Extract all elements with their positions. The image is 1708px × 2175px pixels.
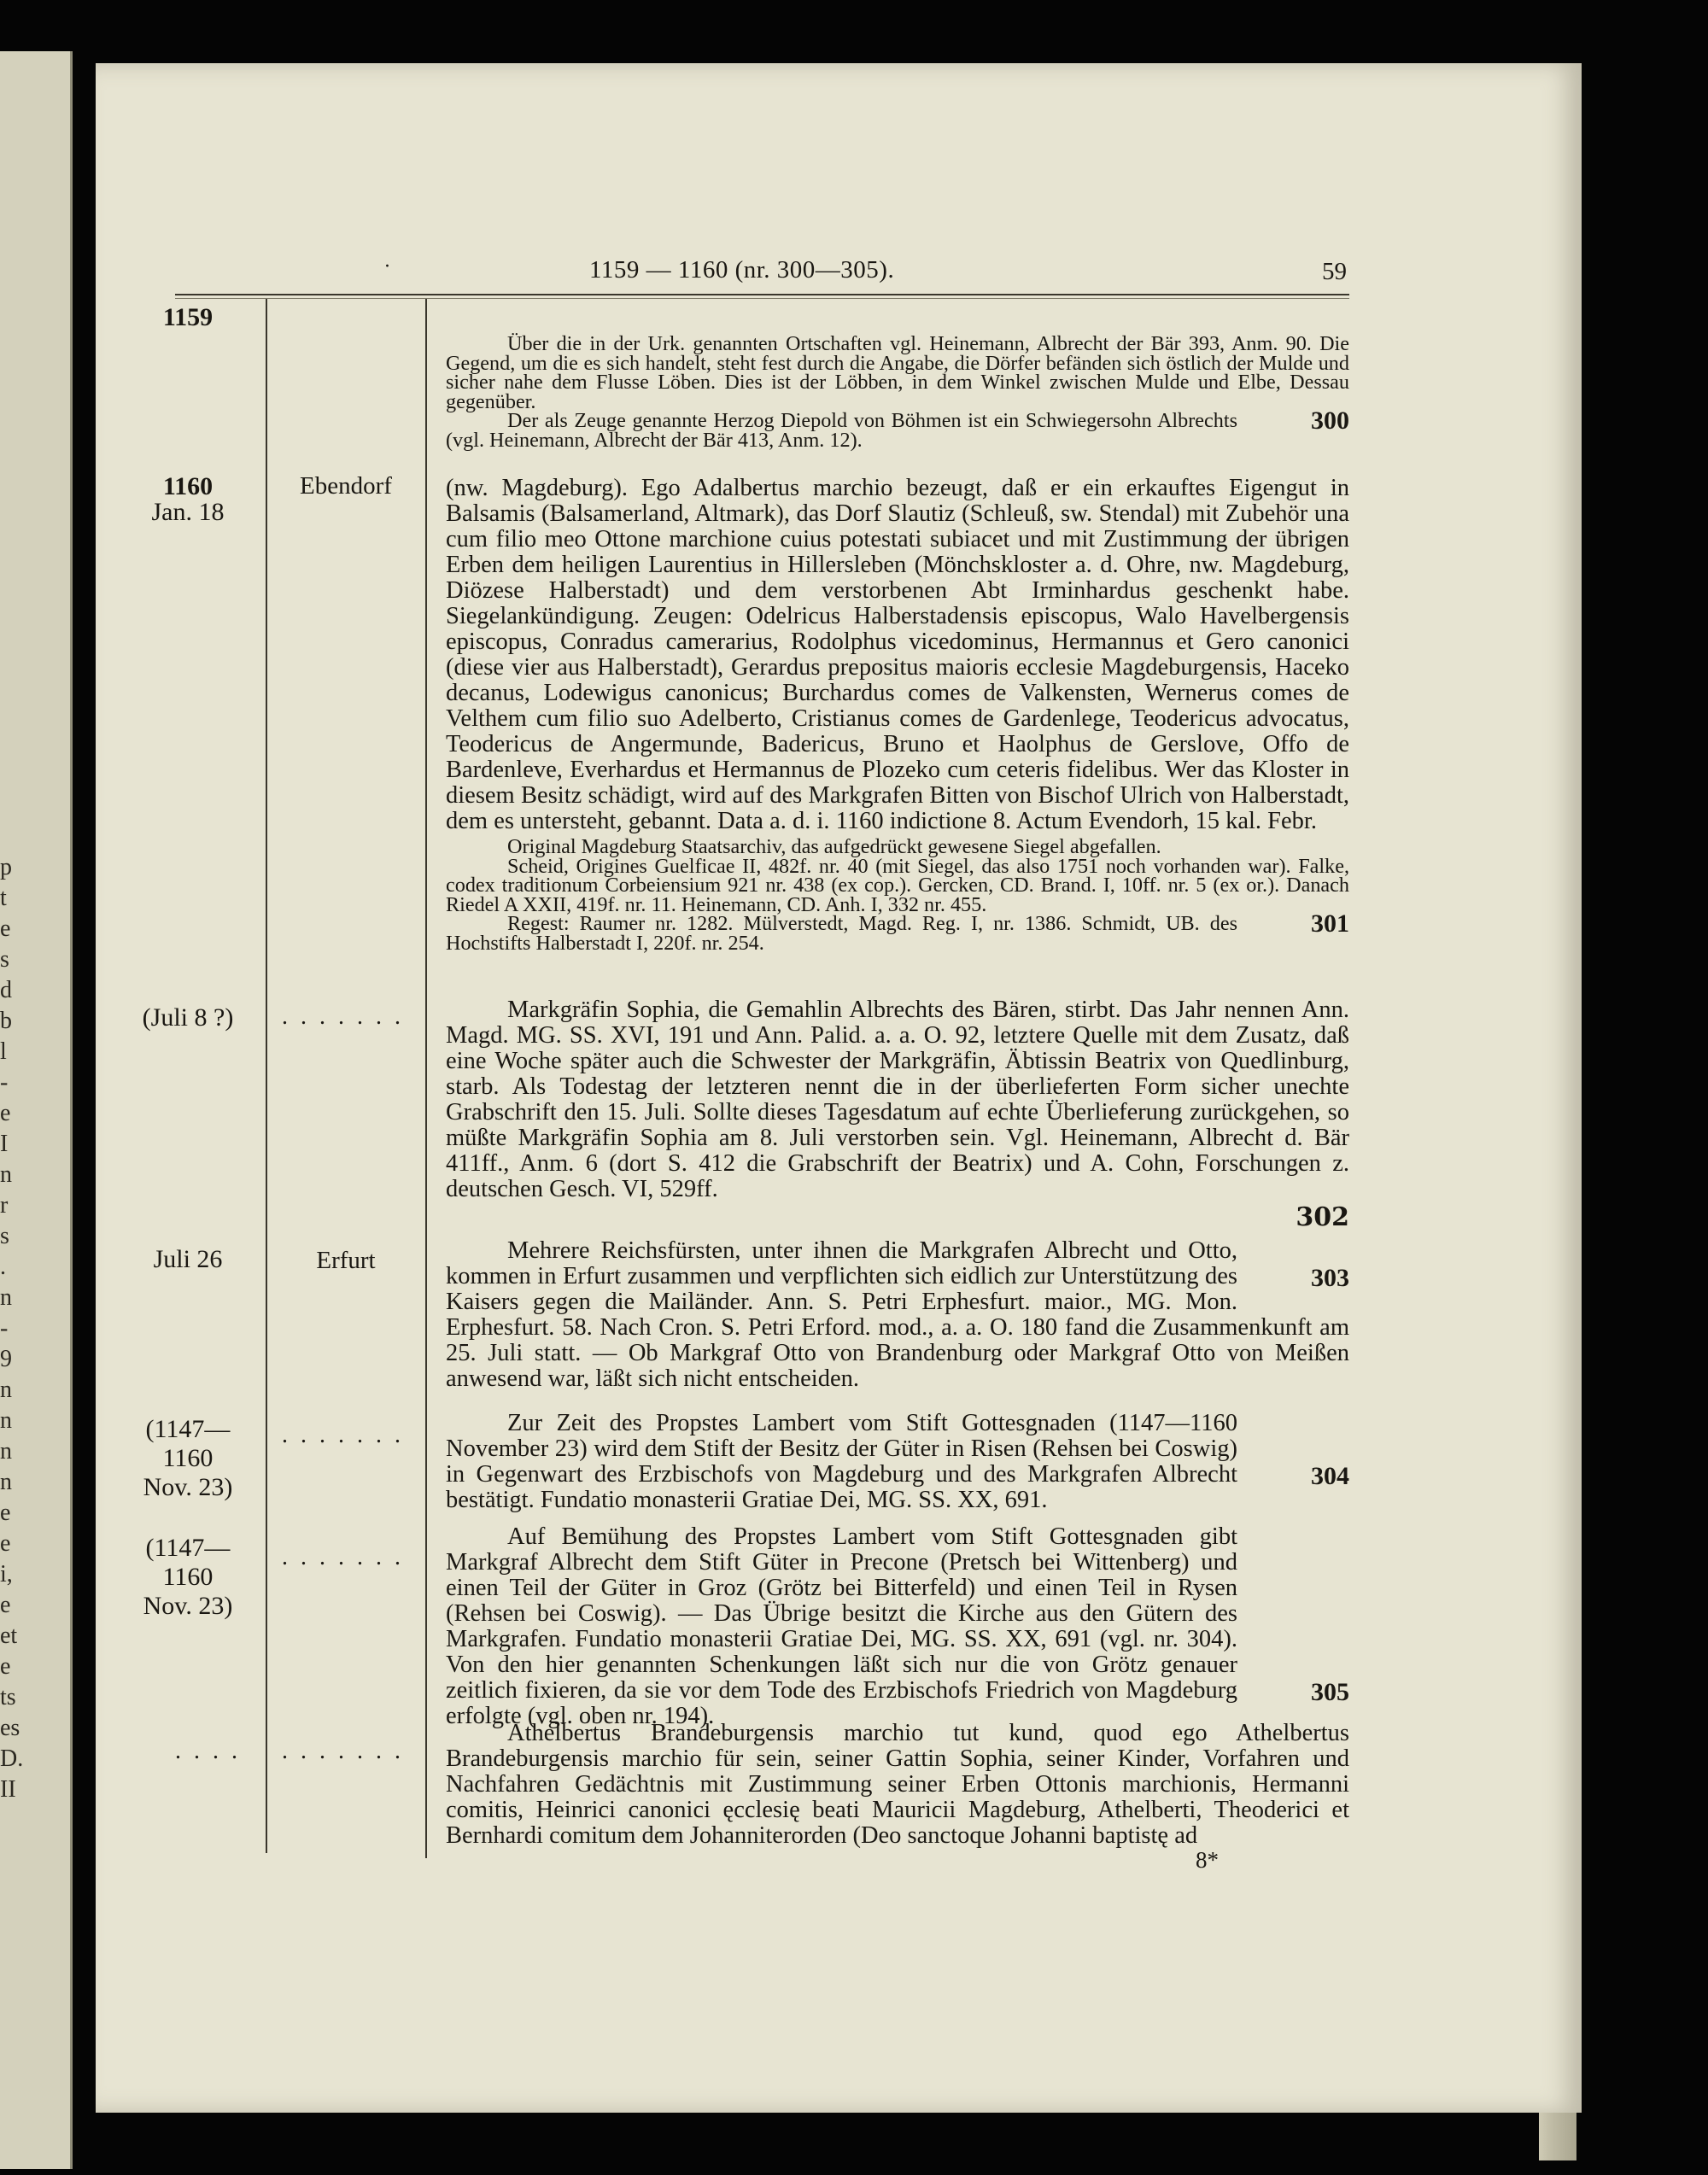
- facing-page-fragment: n: [0, 1377, 12, 1403]
- entry-304: [446, 1411, 1349, 1513]
- entry-paragraph: 305 Auf Bemühung des Propstes Lambert vom Stift Gottesgnaden gibt Markgraf Albrecht dem Stift Güter in Precone (Pretsch bei Wittenberg) und einen Teil der Güter in Groz (Grötz bei Bitterfeld) und einen Teil in Rysen (Rehsen bei Coswig). — Das Übrige besitzt die Kirche aus den Gütern des Markgrafen. Fundatio monasterii Gratiae Dei, MG. SS. XX, 691 (vgl. nr. 304). Von den hier genannten Schenkungen läßt sich nur die von Grötz genauer zeitlich fixieren, da sie vor dem Tode des Erzbischofs Friedrich von Magdeburg erfolgte (vgl. oben nr. 194).: [446, 1523, 1349, 1729]
- facing-page-fragment: e: [0, 1500, 11, 1526]
- entry-place-blank: . . . . . . .: [282, 1422, 404, 1448]
- facing-page-fragment: 9: [0, 1346, 12, 1372]
- entry-place-blank: . . . . . . .: [282, 1544, 404, 1570]
- year-heading: 1160: [162, 472, 214, 500]
- entry-paragraph: Über die in der Urk. genannten Ortschaften vgl. Heinemann, Albrecht der Bär 393, Anm. 90. Die Gegend, um die es sich handelt, steht fest durch die Angabe, die Dörfer befänden sich östlich der Mulde und sicher nahe dem Flusse Löben. Dies ist der Löbben, in dem Winkel zwischen Mulde und Elbe, Dessau gegenüber.: [446, 332, 1349, 413]
- facing-page-fragment: e: [0, 1653, 11, 1680]
- entry-302: [446, 997, 1349, 1232]
- facing-page-fragment: n: [0, 1284, 12, 1311]
- head-dot: ·: [384, 256, 390, 278]
- facing-page-edge: [0, 51, 73, 2169]
- entry-number: 302: [1296, 1202, 1349, 1232]
- running-head: 1159 — 1160 (nr. 300—305).: [589, 256, 895, 284]
- facing-page-fragment: e: [0, 1530, 11, 1557]
- entry-note: Original Magdeburg Staatsarchiv, das aufgedrückt gewesene Siegel abgefallen.: [507, 835, 1161, 858]
- facing-page-fragment: l: [0, 1038, 7, 1065]
- entry-date: (1147— 1160 Nov. 23): [143, 1534, 233, 1620]
- facing-page-fragment: b: [0, 1008, 12, 1034]
- entry-note: Scheid, Origines Guelficae II, 482f. nr. 40 (mit Siegel, das also 1751 noch vorhanden war). Falke, codex traditionum Corbeiensium 921 nr. 438 (ex cop.). Gercken, CD. Brand. I, 10ff. nr. 5 (ex or.). Danach Riedel A XXII, 419f. nr. 11. Heinemann, CD. Anh. I, 332 nr. 455.: [446, 854, 1349, 916]
- facing-page-fragment: II: [0, 1776, 16, 1803]
- entry-date-blank: . . . .: [175, 1738, 241, 1764]
- entry-301: [446, 476, 1349, 953]
- facing-page-fragment: ts: [0, 1684, 16, 1710]
- entry-paragraph: Athelbertus Brandeburgensis marchio tut kund, quod ego Athelbertus Brandeburgensis marchio für sein, seiner Gattin Sophia, seiner Kinder, Vorfahren und Nachfahren Gedächtnis mit Zustimmung seiner Erben Ottonis marchionis, Hermanni comitis, Heinrici canonici ęcclesię beati Mauricii Magdeburg, Athelberti, Theoderici et Bernhardi comitum dem Johanniterorden (Deo sanctoque Johanni baptistę ad: [446, 1720, 1349, 1849]
- facing-page-fragment: -: [0, 1315, 9, 1342]
- facing-page-fragment: .: [0, 1254, 6, 1280]
- facing-page-fragment: n: [0, 1438, 12, 1465]
- header-rule: [175, 294, 1349, 295]
- entry-number: 305: [1311, 1678, 1349, 1706]
- entry-place: Ebendorf: [300, 472, 392, 500]
- entry-305: [446, 1524, 1349, 1729]
- facing-page-fragment: D.: [0, 1745, 24, 1772]
- facing-page-fragment: n: [0, 1407, 12, 1434]
- facing-page-fragment: es: [0, 1715, 20, 1741]
- entry-paragraph: (nw. Magdeburg). Ego Adalbertus marchio bezeugt, daß er ein erkauftes Eigengut in Balsamis (Balsamerland, Altmark), das Dorf Slautiz (Schleuß, sw. Stendal) mit Zubehör una cum filio meo Ottone marchione cuius potestati subiacet und mit Zustimmung der übrigen Erben dem heiligen Laurentius in Hillersleben (Mönchskloster a. d. Ohre, nw. Magdeburg, Diözese Halberstadt) und dem verstorbenen Abt Irminhardus geschenkt habe. Siegelankündigung. Zeugen: Odelricus Halberstadensis episcopus, Walo Havelbergensis episcopus, Conradus camerarius, Rodolphus vicedominus, Hermannus et Gero canonici (diese vier aus Halberstadt), Gerardus prepositus maioris ecclesie Magdeburgensis, Haceko decanus, Lodewigus canonicus; Burchardus comes de Valkensten, Wernerus comes de Velthem cum filio suo Adelberto, Cristianus comes de Gardenlege, Teodericus advocatus, Teodericus de Angermunde, Badericus, Bruno et Haolphus de Gerslove, Offo de Bardenleve, Everhardus et Hermannus de Plozeko cum ceteris fidelibus. Wer das Kloster in diesem Besitz schädigt, wird auf des Markgrafen Bitten von Bischof Ulrich von Halberstadt, dem es untersteht, gebannt. Data a. d. i. 1160 indictione 8. Actum Evendorh, 15 kal. Febr.: [446, 475, 1349, 834]
- entry-number: 304: [1311, 1462, 1349, 1490]
- facing-page-fragment: r: [0, 1192, 9, 1219]
- facing-page-fragment: p: [0, 854, 12, 880]
- entry-date: Juli 26: [153, 1245, 223, 1273]
- year-heading: 1159: [162, 303, 214, 331]
- entry-number: 300: [1311, 406, 1349, 435]
- facing-page-fragment: -: [0, 1069, 9, 1096]
- facing-page-fragment: n: [0, 1161, 12, 1188]
- entry-number: 303: [1311, 1264, 1349, 1292]
- facing-page-fragment: i,: [0, 1561, 13, 1587]
- entry-date: (Juli 8 ?): [142, 1003, 234, 1032]
- entry-paragraph: Markgräfin Sophia, die Gemahlin Albrechts des Bären, stirbt. Das Jahr nennen Ann. Magd. MG. SS. XVI, 191 und Ann. Palid. a. a. O. 92, letztere Quelle mit dem Zusatz, daß eine Woche später auch die Schwester der Markgräfin, Äbtissin Beatrix von Quedlinburg, starb. Als Todestag der letzteren nennt die in der überlieferten Form sicher unechte Grabschrift den 15. Juli. Sollte dieses Tagesdatum auf echte Überlieferung zurückgehen, so müßte Markgräfin Sophia am 8. Juli verstorben sein. Vgl. Heinemann, Albrecht d. Bär 411ff., Anm. 6 (dort S. 412 die Grabschrift der Beatrix) und A. Cohn, Forschungen z. deutschen Gesch. VI, 529ff.: [446, 997, 1349, 1202]
- entry-number-row: [446, 1202, 1349, 1232]
- facing-page-fragment: e: [0, 1100, 11, 1126]
- facing-page-fragment: et: [0, 1622, 18, 1649]
- entry-303: [446, 1238, 1349, 1392]
- entry-paragraph: 304 Zur Zeit des Propstes Lambert vom Stift Gottesgnaden (1147—1160 November 23) wird dem Stift der Besitz der Güter in Risen (Rehsen bei Coswig) in Gegenwart des Erzbischofs von Magdeburg und des Markgrafen Albrecht bestätigt. Fundatio monasterii Gratiae Dei, MG. SS. XX, 691.: [446, 1410, 1349, 1513]
- facing-page-fragment: d: [0, 977, 12, 1003]
- entry-300: [446, 332, 1349, 452]
- entry-place-blank: . . . . . . .: [282, 1003, 404, 1030]
- column-rule-date: [266, 299, 267, 1853]
- entry-date: Jan. 18: [151, 498, 225, 526]
- facing-page-fragment: I: [0, 1131, 9, 1157]
- facing-page-fragment: s: [0, 946, 9, 973]
- facing-page-fragment: t: [0, 885, 7, 911]
- page-number: 59: [1322, 258, 1347, 285]
- entry-date: (1147— 1160 Nov. 23): [143, 1415, 233, 1501]
- entry-place-blank: . . . . . . .: [282, 1738, 404, 1764]
- entry-paragraph: 300 Der als Zeuge genannte Herzog Diepold von Böhmen ist ein Schwiegersohn Albrechts (vgl. Heinemann, Albrecht der Bär 413, Anm. 12).: [446, 406, 1349, 452]
- facing-page-text-fragments: [0, 51, 70, 2169]
- entry-paragraph: 303 Mehrere Reichsfürsten, unter ihnen die Markgrafen Albrecht und Otto, kommen in Erfurt zusammen und verpflichten sich eidlich zur Unterstützung des Kaisers gegen die Mailänder. Ann. S. Petri Erphesfurt. maior., MG. Mon. Erphesfurt. 58. Nach Cron. S. Petri Erford. mod., a. a. O. 180 fand die Zusammenkunft am 25. Juli statt. — Ob Markgraf Otto von Brandenburg oder Markgraf Otto von Meißen anwesend war, läßt sich nicht entscheiden.: [446, 1237, 1349, 1392]
- entry-number: 301: [1311, 909, 1349, 938]
- facing-page-fragment: e: [0, 1592, 11, 1618]
- entry-306: [446, 1721, 1349, 1849]
- entry-note: 301 Regest: Raumer nr. 1282. Mülverstedt, Magd. Reg. I, nr. 1386. Schmidt, UB. des Hochstifts Halberstadt I, 220f. nr. 254.: [446, 909, 1349, 955]
- facing-page-fragment: s: [0, 1223, 9, 1249]
- facing-page-fragment: e: [0, 915, 11, 942]
- signature-mark: 8*: [1196, 1847, 1219, 1873]
- header-rule-thin: [175, 298, 1349, 299]
- column-rule-place: [425, 299, 427, 1858]
- facing-page-fragment: n: [0, 1469, 12, 1495]
- entry-place: Erfurt: [316, 1247, 376, 1274]
